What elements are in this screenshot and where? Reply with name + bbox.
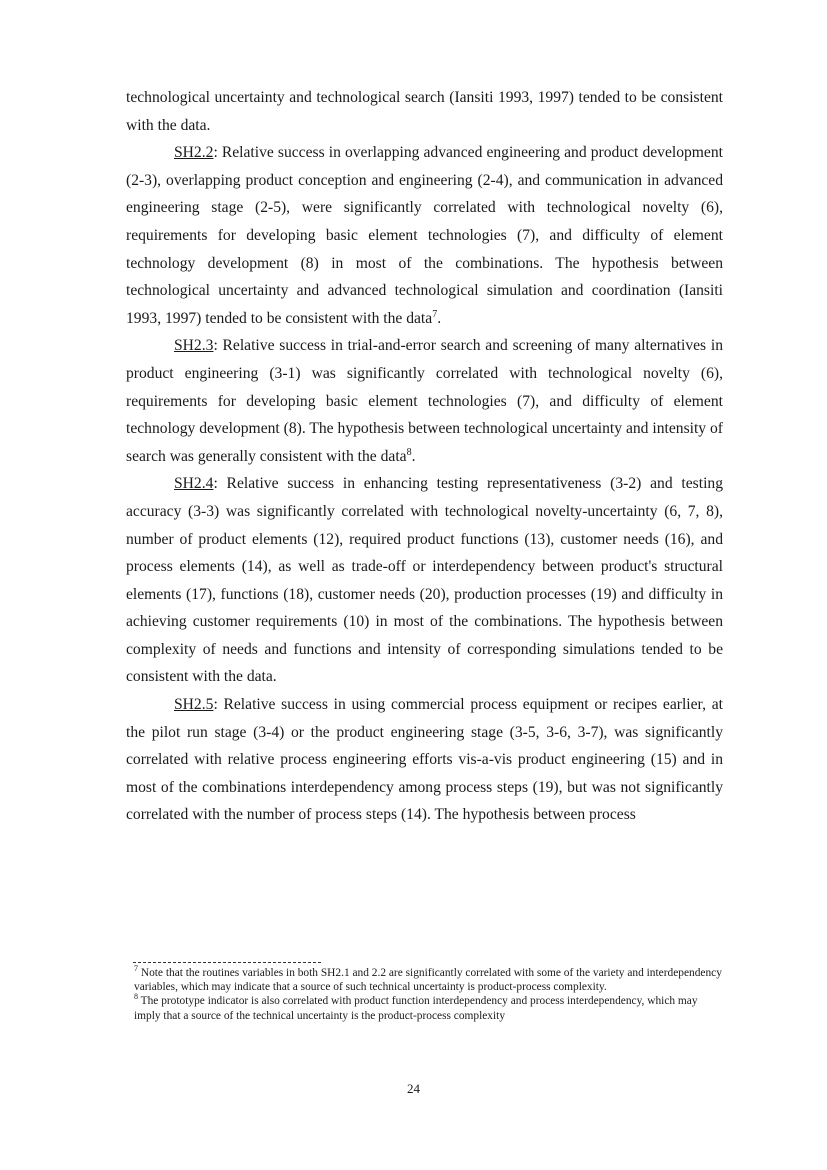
footnote-ref[interactable]: 8: [406, 446, 412, 458]
footnote-ref[interactable]: 7: [432, 308, 438, 320]
footnote-number: 8: [134, 992, 138, 1002]
paragraph-sh2-2: SH2.2: Relative success in overlapping advanced engineering and product development (2-3), overlapping product conception and engineering (2-4), and communication in advanced engineering stage (2-5), were significantly correlated with technological novelty (6), requirements for developing basic element technologies (7), and difficulty of element technology development (8) in most of the combinations. The hypothesis between technological uncertainty and advanced technological simulation and coordination (Iansiti 1993, 1997) tended to be consistent with the data$^7$.: [126, 144, 723, 327]
paragraph-sh2-3: SH2.3: Relative success in trial-and-error search and screening of many alternatives in product engineering (3-1) was significantly correlated with technological novelty (6), requirements for developing basic element technologies (7), and difficulty of element technology development (8). The hypothesis between technological uncertainty and intensity of search was generally consistent with the data$^8$.: [126, 337, 723, 465]
footnote-number: 7: [134, 964, 138, 974]
body-text: [126, 84, 723, 829]
footnote-separator: [133, 962, 321, 963]
hypothesis-label: SH2.3: [174, 337, 214, 355]
paragraph-sh2-4: SH2.4: Relative success in enhancing testing representativeness (3-2) and testing accuracy (3-3) was significantly correlated with technological novelty-uncertainty (6, 7, 8), number of product elements (12), required product functions (13), customer needs (16), and process elements (14), as well as trade-off or interdependency between product's structural elements (17), functions (18), customer needs (20), production processes (19) and difficulty in achieving customer requirements (10) in most of the combinations. The hypothesis between complexity of needs and functions and intensity of corresponding simulations tended to be consistent with the data.: [126, 475, 723, 686]
hypothesis-label: SH2.2: [174, 144, 214, 162]
footnotes: [134, 966, 726, 1023]
footnote: $^8$ The prototype indicator is also correlated with product function interdependency and process interdependency, which may imply that a source of the technical uncertainty is the product-process complexity: [134, 992, 698, 1022]
paragraph-sh2-5: SH2.5: Relative success in using commercial process equipment or recipes earlier, at the pilot run stage (3-4) or the product engineering stage (3-5, 3-6, 3-7), was significantly correlated with relative process engineering efforts vis-a-vis product engineering (15) and in most of the combinations interdependency among process steps (19), but was not significantly correlated with the number of process steps (14). The hypothesis between process: [126, 696, 723, 824]
footnote: $^7$ Note that the routines variables in both SH2.1 and 2.2 are significantly correlated with some of the variety and interdependency variables, which may indicate that a source of such technical uncertainty is product-process complexity.: [134, 964, 722, 994]
hypothesis-label: SH2.4: [174, 475, 214, 493]
page-number: 24: [407, 1081, 420, 1096]
hypothesis-label: SH2.5: [174, 696, 214, 714]
paragraph-continuation: technological uncertainty and technological search (Iansiti 1993, 1997) tended to be consistent with the data.: [126, 89, 723, 134]
